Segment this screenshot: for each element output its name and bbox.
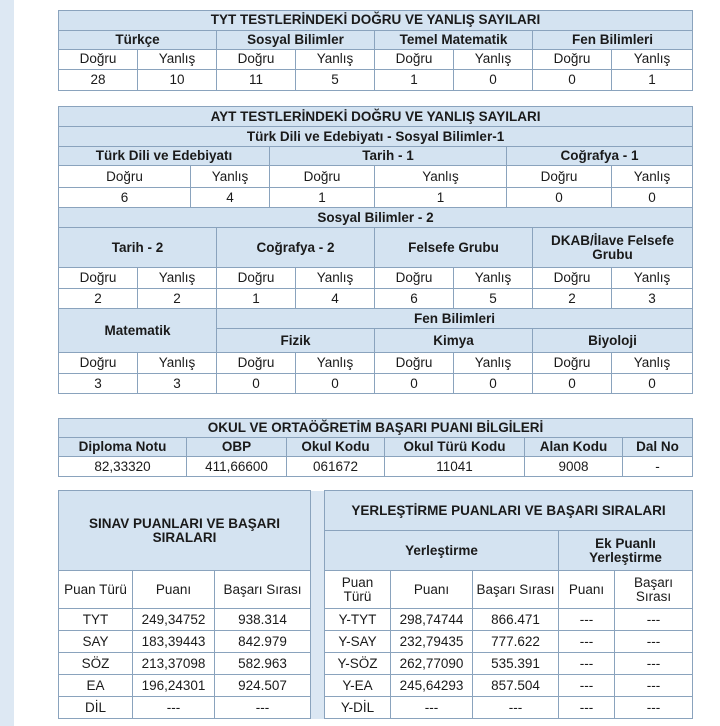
score-type: TYT [59, 609, 133, 631]
obp-value: 411,66600 [187, 457, 287, 477]
score-value: 249,34752 [133, 609, 215, 631]
ayt-dogru-label: Doğru [270, 166, 375, 188]
ayt-tarih1-dogru: 1 [270, 188, 375, 208]
score-value: 183,39443 [133, 631, 215, 653]
score-type: DİL [59, 697, 133, 719]
tyt-section-turkce: Türkçe [59, 30, 217, 50]
bonus-score: --- [559, 697, 615, 719]
ayt-fen-title: Fen Bilimleri [217, 309, 693, 329]
ayt-yanlis-label: Yanlış [612, 268, 693, 289]
ayt-dogru-label: Doğru [375, 268, 454, 289]
tyt-sosyal-yanlis: 5 [296, 69, 375, 90]
ayt-group1-title: Türk Dili ve Edebiyatı - Sosyal Bilimler-1 [59, 127, 693, 147]
placement-type: Y-DİL [325, 697, 391, 719]
ayt-yanlis-label: Yanlış [612, 353, 693, 374]
ek-puani-header: Puanı [559, 571, 615, 609]
ayt-dogru-label: Doğru [217, 353, 296, 374]
alan-kodu-value: 9008 [525, 457, 623, 477]
placement-score: 298,74744 [391, 609, 473, 631]
puan-turu-header: Puan Türü [59, 571, 133, 609]
ayt-yanlis-label: Yanlış [612, 166, 693, 188]
ayt-yanlis-label: Yanlış [138, 353, 217, 374]
ayt-matematik-dogru: 3 [59, 374, 138, 394]
ayt-fizik-dogru: 0 [217, 374, 296, 394]
ek-puanli-header: Ek Puanlı Yerleştirme [559, 531, 693, 571]
table-divider [311, 491, 325, 719]
placement-score: 262,77090 [391, 653, 473, 675]
ayt-section-cografya-2: Coğrafya - 2 [217, 228, 375, 268]
basari-sirasi-header: Başarı Sırası [215, 571, 311, 609]
ayt-cografya1-dogru: 0 [507, 188, 612, 208]
ayt-dkab-yanlis: 3 [612, 289, 693, 309]
ayt-matematik-yanlis: 3 [138, 374, 217, 394]
ayt-felsefe-dogru: 6 [375, 289, 454, 309]
tyt-turkce-dogru: 28 [59, 69, 138, 90]
ayt-title: AYT TESTLERİNDEKİ DOĞRU VE YANLIŞ SAYILARI [59, 107, 693, 127]
bonus-score: --- [559, 675, 615, 697]
placement-type: Y-SÖZ [325, 653, 391, 675]
ayt-biyoloji-dogru: 0 [533, 374, 612, 394]
score-value: 213,37098 [133, 653, 215, 675]
tyt-yanlis-label: Yanlış [296, 50, 375, 70]
ayt-dogru-label: Doğru [375, 353, 454, 374]
ayt-section-matematik: Matematik [59, 309, 217, 353]
placement-type: Y-EA [325, 675, 391, 697]
okul-turu-kodu-header: Okul Türü Kodu [385, 438, 525, 457]
puani-header: Puanı [133, 571, 215, 609]
ayt-kimya-yanlis: 0 [454, 374, 533, 394]
tyt-title: TYT TESTLERİNDEKİ DOĞRU VE YANLIŞ SAYILARI [59, 11, 693, 31]
ayt-cografya2-dogru: 1 [217, 289, 296, 309]
ayt-fizik-yanlis: 0 [296, 374, 375, 394]
bonus-rank: --- [615, 697, 693, 719]
tyt-fen-yanlis: 1 [612, 69, 693, 90]
placement-score: --- [391, 697, 473, 719]
score-rank: --- [215, 697, 311, 719]
score-type: SÖZ [59, 653, 133, 675]
ayt-section-fizik: Fizik [217, 329, 375, 353]
placement-rank: 866.471 [473, 609, 559, 631]
y-basari-sirasi-header: Başarı Sırası [473, 571, 559, 609]
score-value: --- [133, 697, 215, 719]
ayt-tarih2-dogru: 2 [59, 289, 138, 309]
ayt-cografya1-yanlis: 0 [612, 188, 693, 208]
tyt-turkce-yanlis: 10 [138, 69, 217, 90]
tyt-yanlis-label: Yanlış [612, 50, 693, 70]
tyt-sosyal-dogru: 11 [217, 69, 296, 90]
ayt-dogru-label: Doğru [507, 166, 612, 188]
yerlestirme-header: Yerleştirme [325, 531, 559, 571]
placement-score: 232,79435 [391, 631, 473, 653]
tyt-section-fen: Fen Bilimleri [533, 30, 693, 50]
bonus-score: --- [559, 653, 615, 675]
score-type: EA [59, 675, 133, 697]
placement-score: 245,64293 [391, 675, 473, 697]
tyt-section-sosyal: Sosyal Bilimler [217, 30, 375, 50]
alan-kodu-header: Alan Kodu [525, 438, 623, 457]
tyt-results-table [58, 10, 693, 91]
score-rank: 924.507 [215, 675, 311, 697]
okul-title: OKUL VE ORTAÖĞRETİM BAŞARI PUANI BİLGİLERİ [59, 419, 693, 438]
ayt-yanlis-label: Yanlış [375, 166, 507, 188]
bonus-rank: --- [615, 675, 693, 697]
tyt-yanlis-label: Yanlış [454, 50, 533, 70]
ayt-turk-dili-dogru: 6 [59, 188, 191, 208]
ayt-section-kimya: Kimya [375, 329, 533, 353]
ayt-section-biyoloji: Biyoloji [533, 329, 693, 353]
ayt-dogru-label: Doğru [59, 353, 138, 374]
tyt-dogru-label: Doğru [533, 50, 612, 70]
ayt-tarih2-yanlis: 2 [138, 289, 217, 309]
dal-no-header: Dal No [623, 438, 693, 457]
ayt-yanlis-label: Yanlış [191, 166, 270, 188]
score-value: 196,24301 [133, 675, 215, 697]
left-edge-strip [0, 0, 14, 726]
tyt-dogru-label: Doğru [59, 50, 138, 70]
score-rank: 938.314 [215, 609, 311, 631]
bonus-rank: --- [615, 631, 693, 653]
ayt-kimya-dogru: 0 [375, 374, 454, 394]
ayt-tarih1-yanlis: 1 [375, 188, 507, 208]
y-puan-turu-header: Puan Türü [325, 571, 391, 609]
ayt-dogru-label: Doğru [217, 268, 296, 289]
tyt-matematik-yanlis: 0 [454, 69, 533, 90]
placement-type: Y-TYT [325, 609, 391, 631]
placement-rank: 857.504 [473, 675, 559, 697]
tyt-dogru-label: Doğru [375, 50, 454, 70]
placement-rank: --- [473, 697, 559, 719]
ayt-yanlis-label: Yanlış [454, 268, 533, 289]
score-rank: 842.979 [215, 631, 311, 653]
okul-kodu-header: Okul Kodu [287, 438, 385, 457]
ayt-yanlis-label: Yanlış [296, 268, 375, 289]
ayt-section-tarih-2: Tarih - 2 [59, 228, 217, 268]
bonus-rank: --- [615, 653, 693, 675]
ayt-dkab-dogru: 2 [533, 289, 612, 309]
ayt-yanlis-label: Yanlış [296, 353, 375, 374]
tyt-section-temel-matematik: Temel Matematik [375, 30, 533, 50]
okul-kodu-value: 061672 [287, 457, 385, 477]
ayt-section-felsefe: Felsefe Grubu [375, 228, 533, 268]
obp-header: OBP [187, 438, 287, 457]
tyt-fen-dogru: 0 [533, 69, 612, 90]
ayt-section-turk-dili: Türk Dili ve Edebiyatı [59, 147, 270, 166]
ayt-dogru-label: Doğru [59, 268, 138, 289]
ayt-section-tarih-1: Tarih - 1 [270, 147, 507, 166]
bonus-rank: --- [615, 609, 693, 631]
score-rank: 582.963 [215, 653, 311, 675]
ayt-turk-dili-yanlis: 4 [191, 188, 270, 208]
ayt-dogru-label: Doğru [59, 166, 191, 188]
placement-type: Y-SAY [325, 631, 391, 653]
diploma-notu-header: Diploma Notu [59, 438, 187, 457]
ayt-biyoloji-yanlis: 0 [612, 374, 693, 394]
bonus-score: --- [559, 609, 615, 631]
ayt-dogru-label: Doğru [533, 268, 612, 289]
scores-table [58, 490, 693, 719]
school-info-table [58, 418, 693, 477]
ayt-group2-title: Sosyal Bilimler - 2 [59, 208, 693, 228]
sinav-puanlari-title: SINAV PUANLARI VE BAŞARI SIRALARI [59, 491, 311, 571]
ayt-section-cografya-1: Coğrafya - 1 [507, 147, 693, 166]
y-puani-header: Puanı [391, 571, 473, 609]
ek-basari-sirasi-header: Başarı Sırası [615, 571, 693, 609]
ayt-section-dkab: DKAB/İlave Felsefe Grubu [533, 228, 693, 268]
ayt-cografya2-yanlis: 4 [296, 289, 375, 309]
okul-turu-kodu-value: 11041 [385, 457, 525, 477]
tyt-matematik-dogru: 1 [375, 69, 454, 90]
tyt-yanlis-label: Yanlış [138, 50, 217, 70]
ayt-yanlis-label: Yanlış [454, 353, 533, 374]
ayt-results-table [58, 106, 693, 394]
tyt-dogru-label: Doğru [217, 50, 296, 70]
ayt-felsefe-yanlis: 5 [454, 289, 533, 309]
diploma-notu-value: 82,33320 [59, 457, 187, 477]
dal-no-value: - [623, 457, 693, 477]
placement-rank: 535.391 [473, 653, 559, 675]
ayt-dogru-label: Doğru [533, 353, 612, 374]
placement-rank: 777.622 [473, 631, 559, 653]
score-type: SAY [59, 631, 133, 653]
yerlestirme-puanlari-title: YERLEŞTİRME PUANLARI VE BAŞARI SIRALARI [325, 491, 693, 531]
ayt-yanlis-label: Yanlış [138, 268, 217, 289]
bonus-score: --- [559, 631, 615, 653]
